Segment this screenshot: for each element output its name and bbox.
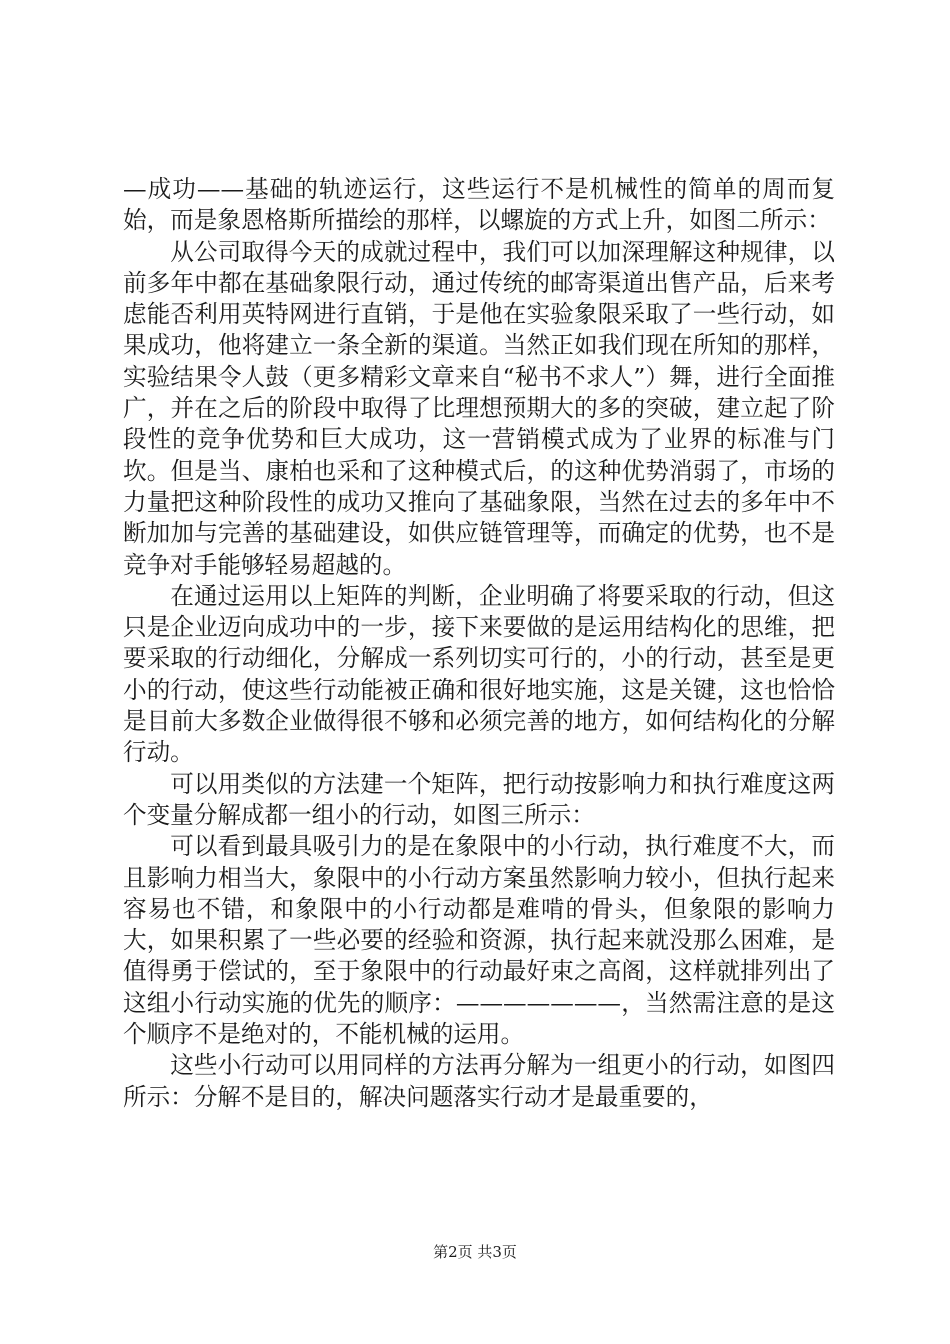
paragraph-5: 可以看到最具吸引力的是在象限中的小行动，执行难度不大，而且影响力相当大，象限中的小行动方案虽然影响力较小，但执行起来容易也不错，和象限中的小行动都是难啃的骨头，但象限的影响力大，如果积累了一些必要的经验和资源，执行起来就没那么困难，是值得勇于偿试的，至于象限中的行动最好束之高阁，这样就排列出了这组小行动实施的优先的顺序：———————，当然需注意的是这个顺序不是绝对的，不能机械的运用。 [123,832,835,1049]
document-body [123,174,835,1113]
paragraph-4: 可以用类似的方法建一个矩阵，把行动按影响力和执行难度这两个变量分解成都一组小的行动，如图三所示： [123,769,835,829]
paragraph-3: 在通过运用以上矩阵的判断，企业明确了将要采取的行动，但这只是企业迈向成功中的一步，接下来要做的是运用结构化的思维，把要采取的行动细化，分解成一系列切实可行的，小的行动，甚至是更小的行动，使这些行动能被正确和很好地实施，这是关键，这也恰恰是目前大多数企业做得很不够和必须完善的地方，如何结构化的分解行动。 [123,581,835,767]
paragraph-2: 从公司取得今天的成就过程中，我们可以加深理解这种规律，以前多年中都在基础象限行动，通过传统的邮寄渠道出售产品，后来考虑能否利用英特网进行直销，于是他在实验象限采取了一些行动，如果成功，他将建立一条全新的渠道。当然正如我们现在所知的那样，实验结果令人鼓（更多精彩文章来自“秘书不求人”）舞，进行全面推广，并在之后的阶段中取得了比理想预期大的多的突破，建立起了阶段性的竞争优势和巨大成功，这一营销模式成为了业界的标准与门坎。但是当、康柏也采和了这种模式后，的这种优势消弱了，市场的力量把这种阶段性的成功又推向了基础象限，当然在过去的多年中不断加加与完善的基础建设，如供应链管理等，而确定的优势，也不是竞争对手能够轻易超越的。 [123,237,835,579]
paragraph-6: 这些小行动可以用同样的方法再分解为一组更小的行动，如图四所示：分解不是目的，解决问题落实行动才是最重要的， [123,1051,835,1111]
page-footer: 第2页 共3页 [433,1243,517,1261]
paragraph-1: —成功——基础的轨迹运行，这些运行不是机械性的简单的周而复始，而是象恩格斯所描绘的那样，以螺旋的方式上升，如图二所示： [123,175,835,235]
